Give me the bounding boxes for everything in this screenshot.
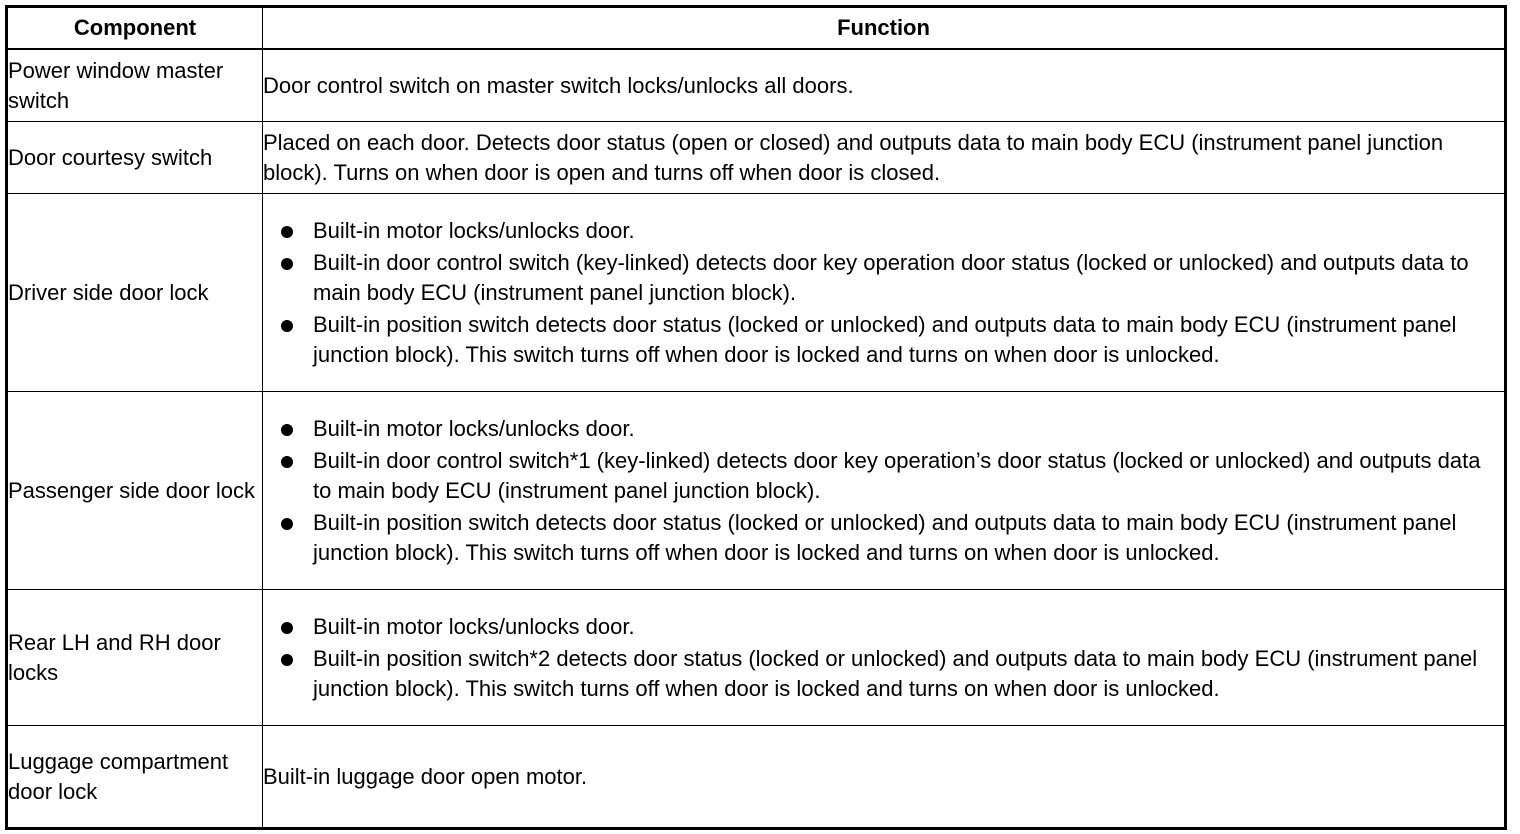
function-cell	[263, 194, 1506, 392]
table-row	[7, 726, 1506, 829]
bullet-list	[263, 408, 1504, 574]
bullet-icon	[281, 622, 293, 634]
component-cell: Driver side door lock	[7, 194, 263, 392]
list-item	[263, 644, 1504, 704]
bullet-icon	[281, 456, 293, 468]
function-cell: Door control switch on master switch locks/unlocks all doors.	[263, 49, 1506, 122]
list-item-text: Built-in position switch*2 detects door status (locked or unlocked) and outputs data to main body ECU (instrument panel junction block). This switch turns off when door is locked and turns on when door is unlocked.	[313, 645, 1478, 701]
list-item-text: Built-in door control switch (key-linked) detects door key operation door status (locked or unlocked) and outputs data to main body ECU (instrument panel junction block).	[313, 249, 1469, 305]
component-cell: Luggage compartment door lock	[7, 726, 263, 829]
bullet-icon	[281, 654, 293, 666]
component-column-header: Component	[7, 7, 263, 50]
list-item-text: Built-in door control switch*1 (key-linked) detects door key operation’s door status (locked or unlocked) and outputs data to main body ECU (instrument panel junction block).	[313, 447, 1481, 503]
list-item	[263, 508, 1504, 568]
component-cell: Passenger side door lock	[7, 392, 263, 590]
function-cell: Built-in luggage door open motor.	[263, 726, 1506, 829]
list-item-text: Built-in motor locks/unlocks door.	[313, 217, 635, 243]
bullet-icon	[281, 258, 293, 270]
bullet-icon	[281, 320, 293, 332]
list-item	[263, 310, 1504, 370]
bullet-list	[263, 606, 1504, 710]
table-row	[7, 122, 1506, 194]
function-column-header: Function	[263, 7, 1506, 50]
header-row	[7, 7, 1506, 50]
bullet-list	[263, 210, 1504, 376]
table-row	[7, 194, 1506, 392]
function-cell	[263, 590, 1506, 726]
table-row	[7, 590, 1506, 726]
table-row	[7, 392, 1506, 590]
component-function-table	[5, 5, 1507, 830]
list-item-text: Built-in position switch detects door status (locked or unlocked) and outputs data to main body ECU (instrument panel junction block). This switch turns off when door is locked and turns on when door is unlocked.	[313, 311, 1457, 367]
function-cell	[263, 392, 1506, 590]
bullet-icon	[281, 424, 293, 436]
list-item	[263, 612, 1504, 642]
list-item	[263, 248, 1504, 308]
list-item-text: Built-in motor locks/unlocks door.	[313, 613, 635, 639]
list-item-text: Built-in position switch detects door status (locked or unlocked) and outputs data to main body ECU (instrument panel junction block). This switch turns off when door is locked and turns on when door is unlocked.	[313, 509, 1457, 565]
bullet-icon	[281, 518, 293, 530]
component-cell: Rear LH and RH door locks	[7, 590, 263, 726]
component-cell: Power window master switch	[7, 49, 263, 122]
list-item-text: Built-in motor locks/unlocks door.	[313, 415, 635, 441]
list-item	[263, 446, 1504, 506]
component-cell: Door courtesy switch	[7, 122, 263, 194]
table-row	[7, 49, 1506, 122]
function-cell: Placed on each door. Detects door status (open or closed) and outputs data to main body ECU (instrument panel junction block). Turns on when door is open and turns off when door is closed.	[263, 122, 1506, 194]
bullet-icon	[281, 226, 293, 238]
list-item	[263, 414, 1504, 444]
list-item	[263, 216, 1504, 246]
